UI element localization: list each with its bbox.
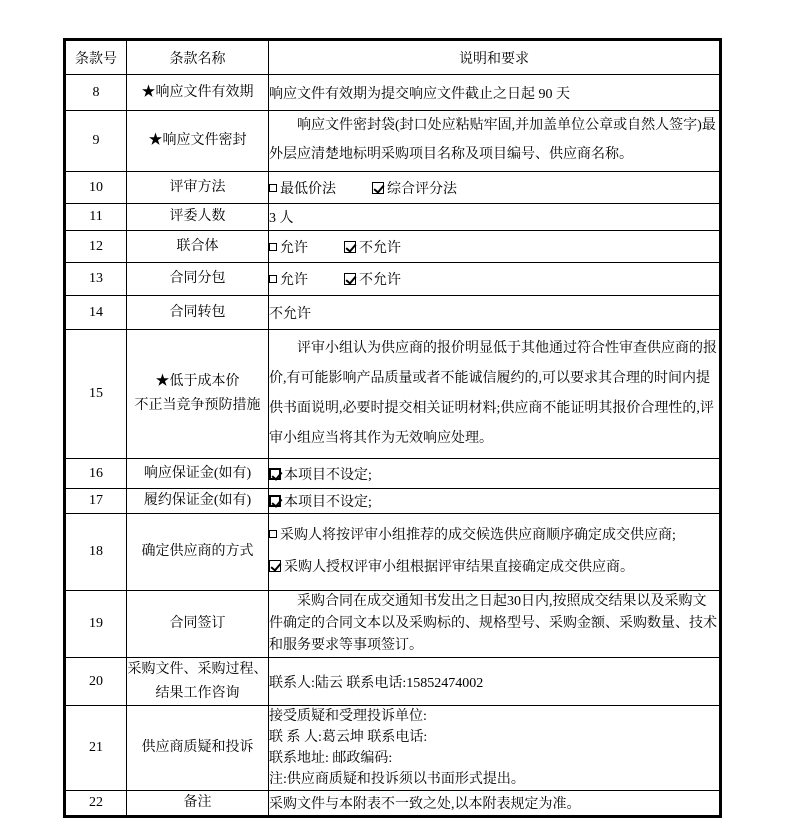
row-number: 11: [65, 204, 127, 231]
content-cell: [269, 172, 721, 204]
header-row: [65, 40, 721, 75]
checked-checkbox-icon: [344, 273, 356, 285]
row-number: 14: [65, 296, 127, 330]
option-allow: [269, 241, 308, 256]
table-row-14: [65, 296, 721, 330]
clause-name: 确定供应商的方式: [127, 513, 269, 590]
table-row-22: [65, 791, 721, 817]
row-number: 18: [65, 513, 127, 590]
row-number: 8: [65, 75, 127, 111]
row-number: 15: [65, 330, 127, 459]
table-row-13: [65, 263, 721, 296]
checked-checkbox-icon: [269, 560, 281, 572]
table-row-11: [65, 204, 721, 231]
table-row-17: [65, 489, 721, 514]
clause-name: 供应商质疑和投诉: [127, 706, 269, 791]
table-row-16: [65, 459, 721, 489]
clause-name: 合同签订: [127, 590, 269, 657]
clause-name-line: 不正当竞争预防措施: [134, 398, 261, 413]
table-row-18: [65, 513, 721, 590]
content-cell: 不允许: [269, 296, 721, 330]
clause-name-line: 采购文件、采购过程、: [127, 661, 268, 677]
clauses-table: [63, 38, 722, 818]
table-row-9: [65, 111, 721, 172]
row-number: 13: [65, 263, 127, 296]
clause-name: 联合体: [127, 231, 269, 263]
content-cell: 评审小组认为供应商的报价明显低于其他通过符合性审查供应商的报价,有可能影响产品质量或者不能诚信履约的,可以要求其合理的时间内提供书面说明,必要时提交相关证明材料;供应商不能证明其报价合理性的,评审小组应当将其作为无效响应处理。: [269, 330, 721, 459]
content-cell: 采购文件与本附表不一致之处,以本附表规定为准。: [269, 791, 721, 817]
content-text: 本项目不设定;: [284, 467, 372, 483]
content-line: 联 系 人:葛云坤 联系电话:: [269, 730, 428, 746]
clause-name: 响应保证金(如有): [127, 459, 269, 489]
content-cell: 响应文件有效期为提交响应文件截止之日起 90 天: [269, 75, 721, 111]
clause-name: 备注: [127, 791, 269, 817]
table-row-12: [65, 231, 721, 263]
option-not-allow: [344, 241, 401, 256]
header-clause-no: 条款号: [65, 40, 127, 75]
clause-name: 合同转包: [127, 296, 269, 330]
row-number: 12: [65, 231, 127, 263]
checked-checkbox-icon: [269, 468, 281, 480]
clause-name-line: ★低于成本价: [155, 374, 240, 390]
clause-name: 评审方法: [127, 172, 269, 204]
content-cell: [269, 263, 721, 296]
table-row-10: [65, 172, 721, 204]
table-row-8: [65, 75, 721, 111]
content-cell: 响应文件密封袋(封口处应粘贴牢固,并加盖单位公章或自然人签字)最外层应清楚地标明采购项目名称及项目编号、供应商名称。: [269, 111, 721, 172]
row-number: 21: [65, 706, 127, 791]
checked-checkbox-icon: [372, 182, 384, 194]
content-cell: [269, 459, 721, 489]
row-number: 9: [65, 111, 127, 172]
clause-name: ★响应文件有效期: [127, 75, 269, 111]
option-lowest-price: [269, 182, 336, 197]
row-number: 22: [65, 791, 127, 817]
checked-checkbox-icon: [269, 495, 281, 507]
clause-name: 评委人数: [127, 204, 269, 231]
row-number: 20: [65, 657, 127, 706]
unchecked-checkbox-icon: [269, 184, 277, 192]
option-line: [269, 552, 719, 584]
content-cell: [269, 489, 721, 514]
option-comprehensive-scoring: [372, 182, 457, 197]
content-cell: [269, 706, 721, 791]
option-label: 最低价法: [280, 181, 336, 197]
checked-checkbox-icon: [344, 241, 356, 253]
clause-name: [127, 330, 269, 459]
option-label: 不允许: [359, 240, 401, 256]
option-not-allow: [344, 273, 401, 288]
content-cell: 3 人: [269, 204, 721, 231]
unchecked-checkbox-icon: [269, 530, 277, 538]
option-label: 允许: [280, 273, 308, 288]
content-cell: 采购合同在成交通知书发出之日起30日内,按照成交结果以及采购文件确定的合同文本以及采购标的、规格型号、采购金额、采购数量、技术和服务要求等事项签订。: [269, 590, 721, 657]
unchecked-checkbox-icon: [269, 275, 277, 283]
row-number: 17: [65, 489, 127, 514]
content-cell: [269, 513, 721, 590]
content-line: 接受质疑和受理投诉单位:: [269, 709, 427, 725]
content-line: 注:供应商质疑和投诉须以书面形式提出。: [269, 772, 525, 788]
option-label: 不允许: [359, 273, 401, 288]
table-row-20: [65, 657, 721, 706]
content-line: 联系地址: 邮政编码:: [269, 751, 393, 767]
content-cell: [269, 231, 721, 263]
unchecked-checkbox-icon: [269, 243, 277, 251]
option-line: [269, 520, 719, 552]
option-label: 采购人将按评审小组推荐的成交候选供应商顺序确定成交供应商;: [280, 528, 676, 544]
row-number: 19: [65, 590, 127, 657]
clause-name: ★响应文件密封: [127, 111, 269, 172]
header-clause-name: 条款名称: [127, 40, 269, 75]
clause-name: [127, 657, 269, 706]
option-label: 综合评分法: [387, 181, 457, 197]
option-label: 采购人授权评审小组根据评审结果直接确定成交供应商。: [284, 559, 634, 575]
content-text: 本项目不设定;: [284, 494, 372, 510]
option-allow: [269, 273, 308, 288]
clause-name: 合同分包: [127, 263, 269, 296]
row-number: 10: [65, 172, 127, 204]
row-number: 16: [65, 459, 127, 489]
option-label: 允许: [280, 240, 308, 256]
table-row-15: [65, 330, 721, 459]
table-row-21: [65, 706, 721, 791]
clause-name-line: 结果工作咨询: [155, 685, 240, 701]
content-cell: 联系人:陆云 联系电话:15852474002: [269, 657, 721, 706]
table-row-19: [65, 590, 721, 657]
clause-name: 履约保证金(如有): [127, 489, 269, 514]
header-description: 说明和要求: [269, 40, 721, 75]
